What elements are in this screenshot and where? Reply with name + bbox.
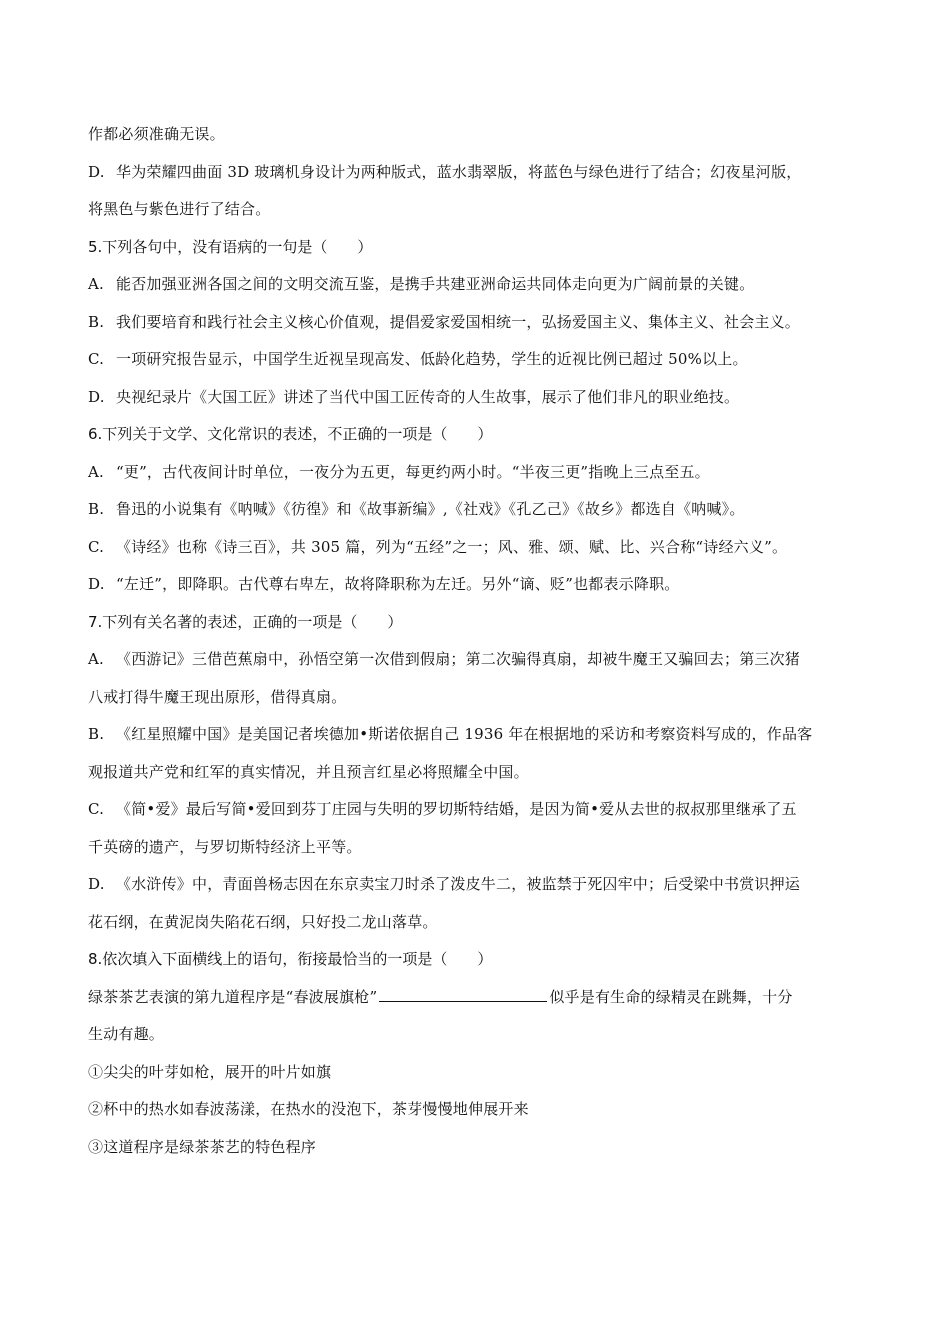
q5-option-b	[88, 304, 870, 342]
option-letter: A.	[88, 462, 105, 481]
q7-option-d	[88, 866, 870, 904]
q6-option-d	[88, 566, 870, 604]
q8-item-1: ①尖尖的叶芽如枪，展开的叶片如旗	[88, 1062, 332, 1081]
option-text: 《西游记》三借芭蕉扇中，孙悟空第一次借到假扇；第二次骗得真扇，却被牛魔王又骗回去；第三次猪	[116, 650, 801, 668]
option-text: “更”，古代夜间计时单位，一夜分为五更，每更约两小时。“半夜三更”指晚上三点至五。	[116, 462, 710, 481]
q7-option-c	[88, 791, 870, 829]
q4-option-d-line2: 将黑色与紫色进行了结合。	[88, 200, 271, 218]
option-letter: C.	[88, 800, 105, 818]
q4-option-d	[88, 154, 870, 192]
q5-option-c	[88, 341, 870, 379]
q8-passage-line2: 生动有趣。	[88, 1025, 165, 1043]
option-letter: C.	[88, 350, 105, 368]
passage-before-blank: 绿茶茶艺表演的第九道程序是“春波展旗枪”	[88, 987, 378, 1006]
option-letter: D.	[88, 387, 105, 406]
q5-stem: 5.下列各句中，没有语病的一句是（ ）	[88, 237, 373, 256]
q7-option-c-line2: 千英磅的遗产，与罗切斯特经济上平等。	[88, 837, 362, 856]
q6-stem: 6.下列关于文学、文化常识的表述，不正确的一项是（ ）	[88, 425, 493, 443]
option-text: 华为荣耀四曲面 3D 玻璃机身设计为两种版式，蓝水翡翠版，将蓝色与绿色进行了结合；幻夜星河版，	[116, 162, 802, 181]
q7-option-d-line2: 花石纲，在黄泥岗失陷花石纲，只好投二龙山落草。	[88, 912, 438, 931]
option-letter: D.	[88, 875, 105, 893]
q7-option-b-line2: 观报道共产党和红军的真实情况，并且预言红星必将照耀全中国。	[88, 762, 529, 781]
q4-continuation-line: 作都必须准确无误。	[88, 125, 225, 143]
option-text: 《诗经》也称《诗三百》，共 305 篇，列为“五经”之一；风、雅、颂、赋、比、兴合称“诗经六义”。	[116, 537, 788, 556]
option-letter: D.	[88, 575, 105, 593]
option-text: 《简•爱》最后写简•爱回到芬丁庄园与失明的罗切斯特结婚，是因为简•爱从去世的叔叔那里继承了五	[116, 800, 797, 818]
q7-option-a-line2: 八戒打得牛魔王现出原形，借得真扇。	[88, 687, 347, 706]
passage-after-blank: 似乎是有生命的绿精灵在跳舞，十分	[549, 987, 793, 1006]
q8-passage	[88, 979, 870, 1017]
q5-option-a	[88, 266, 870, 304]
option-letter: C.	[88, 537, 105, 556]
q7-stem: 7.下列有关名著的表述，正确的一项是（ ）	[88, 612, 403, 631]
option-letter: A.	[88, 650, 105, 668]
q6-option-a	[88, 454, 870, 492]
q8-item-2: ②杯中的热水如春波荡漾，在热水的没泡下，茶芽慢慢地伸展开来	[88, 1100, 529, 1118]
option-letter: B.	[88, 312, 105, 331]
fill-in-blank	[379, 987, 547, 1002]
q8-item-3: ③这道程序是绿茶茶艺的特色程序	[88, 1137, 317, 1156]
q8-stem: 8.依次填入下面横线上的语句，衔接最恰当的一项是（ ）	[88, 950, 493, 968]
exam-page	[88, 116, 870, 1166]
q7-option-b	[88, 716, 870, 754]
option-text: 能否加强亚洲各国之间的文明交流互鉴，是携手共建亚洲命运共同体走向更为广阔前景的关键。	[116, 275, 755, 293]
q6-option-c	[88, 529, 870, 567]
option-letter: B.	[88, 500, 105, 518]
q5-option-d	[88, 379, 870, 417]
option-letter: D.	[88, 162, 105, 181]
option-text: 一项研究报告显示，中国学生近视呈现高发、低龄化趋势，学生的近视比例已超过 50%以上。	[116, 350, 748, 368]
q6-option-b	[88, 491, 870, 529]
option-text: 央视纪录片《大国工匠》讲述了当代中国工匠传奇的人生故事，展示了他们非凡的职业绝技。	[116, 387, 740, 406]
option-text: 我们要培育和践行社会主义核心价值观，提倡爱家爱国相统一，弘扬爱国主义、集体主义、社会主义。	[116, 312, 801, 331]
q7-option-a	[88, 641, 870, 679]
option-text: 《水浒传》中，青面兽杨志因在东京卖宝刀时杀了泼皮牛二，被监禁于死囚牢中；后受梁中书赏识押运	[116, 875, 801, 893]
option-text: 鲁迅的小说集有《呐喊》《彷徨》和《故事新编》,《社戏》《孔乙己》《故乡》都选自《呐喊》。	[116, 500, 745, 518]
option-text: “左迁”，即降职。古代尊右卑左，故将降职称为左迁。另外“谪、贬”也都表示降职。	[116, 575, 680, 593]
option-letter: B.	[88, 725, 105, 743]
option-text: 《红星照耀中国》是美国记者埃德加•斯诺依据自己 1936 年在根据地的采访和考察资料写成的，作品客	[116, 725, 813, 743]
option-letter: A.	[88, 275, 105, 293]
